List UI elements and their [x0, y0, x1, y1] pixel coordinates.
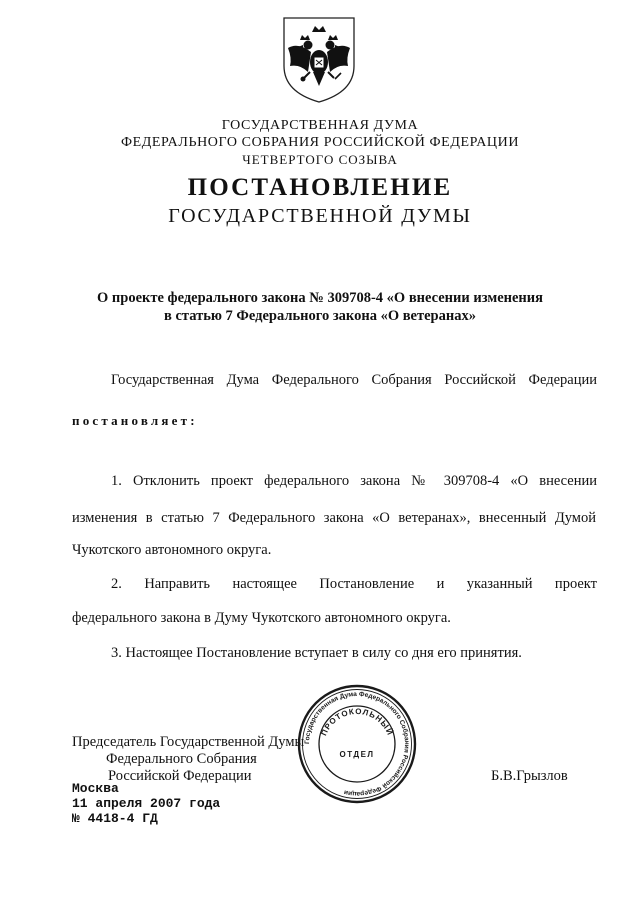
item-3-text: 3. Настоящее Постановление вступает в силу со дня его принятия. [111, 645, 522, 661]
item-2-line-2: федерального закона в Думу Чукотского автономного округа. [72, 610, 451, 626]
document-type-title: ПОСТАНОВЛЕНИЕ [187, 174, 453, 201]
signatory-title-line-1: Председатель Государственной Думы [72, 734, 305, 750]
svg-text:ПРОТОКОЛЬНЫЙ [319, 707, 395, 737]
item-1-line-1: 1. Отклонить проект федерального закона № 309708-4 «О внесении [111, 473, 597, 489]
stamp-inner-bottom-text: ОТДЕЛ [339, 750, 375, 759]
stamp-ring-text: Государственная Дума Федерального Собрания Российской Федерации [303, 690, 411, 798]
official-round-stamp [296, 683, 418, 805]
document-issuer-title: ГОСУДАРСТВЕННОЙ ДУМЫ [168, 205, 472, 227]
signatory-title-line-3: Российской Федерации [108, 768, 252, 784]
item-2-line-1: 2. Направить настоящее Постановление и указанный проект [111, 576, 597, 592]
preamble-text: Государственная Дума Федерального Собрания Российской Федерации [111, 372, 597, 388]
subject-line-2: в статью 7 Федерального закона «О ветеранах» [164, 308, 476, 324]
double-headed-eagle-icon [276, 14, 362, 104]
subject-line-1: О проекте федерального закона № 309708-4 «О внесении изменения [97, 290, 543, 306]
signatory-title-line-2: Федерального Собрания [106, 751, 257, 767]
stamp-seal-icon [296, 683, 418, 805]
item-1-line-2: изменения в статью 7 Федерального закона «О ветеранах», внесенный Думой [72, 510, 596, 526]
item-1-line-3: Чукотского автономного округа. [72, 542, 272, 558]
stamp-inner-top-text: ПРОТОКОЛЬНЫЙ [319, 706, 395, 738]
coat-of-arms-emblem [276, 14, 362, 104]
document-number: № 4418-4 ГД [72, 811, 158, 826]
org-name-line-1: ГОСУДАРСТВЕННАЯ ДУМА [221, 118, 419, 133]
place-of-signing: Москва [72, 781, 119, 796]
convocation-line: ЧЕТВЕРТОГО СОЗЫВА [242, 152, 398, 167]
org-name-line-2: ФЕДЕРАЛЬНОГО СОБРАНИЯ РОССИЙСКОЙ ФЕДЕРАЦИИ [120, 135, 520, 150]
date-of-signing: 11 апреля 2007 года [72, 796, 221, 811]
svg-text:Государственная Дума Федеральн [304, 691, 410, 797]
signatory-name: Б.В.Грызлов [491, 768, 568, 784]
decree-word: постановляет: [72, 413, 198, 428]
